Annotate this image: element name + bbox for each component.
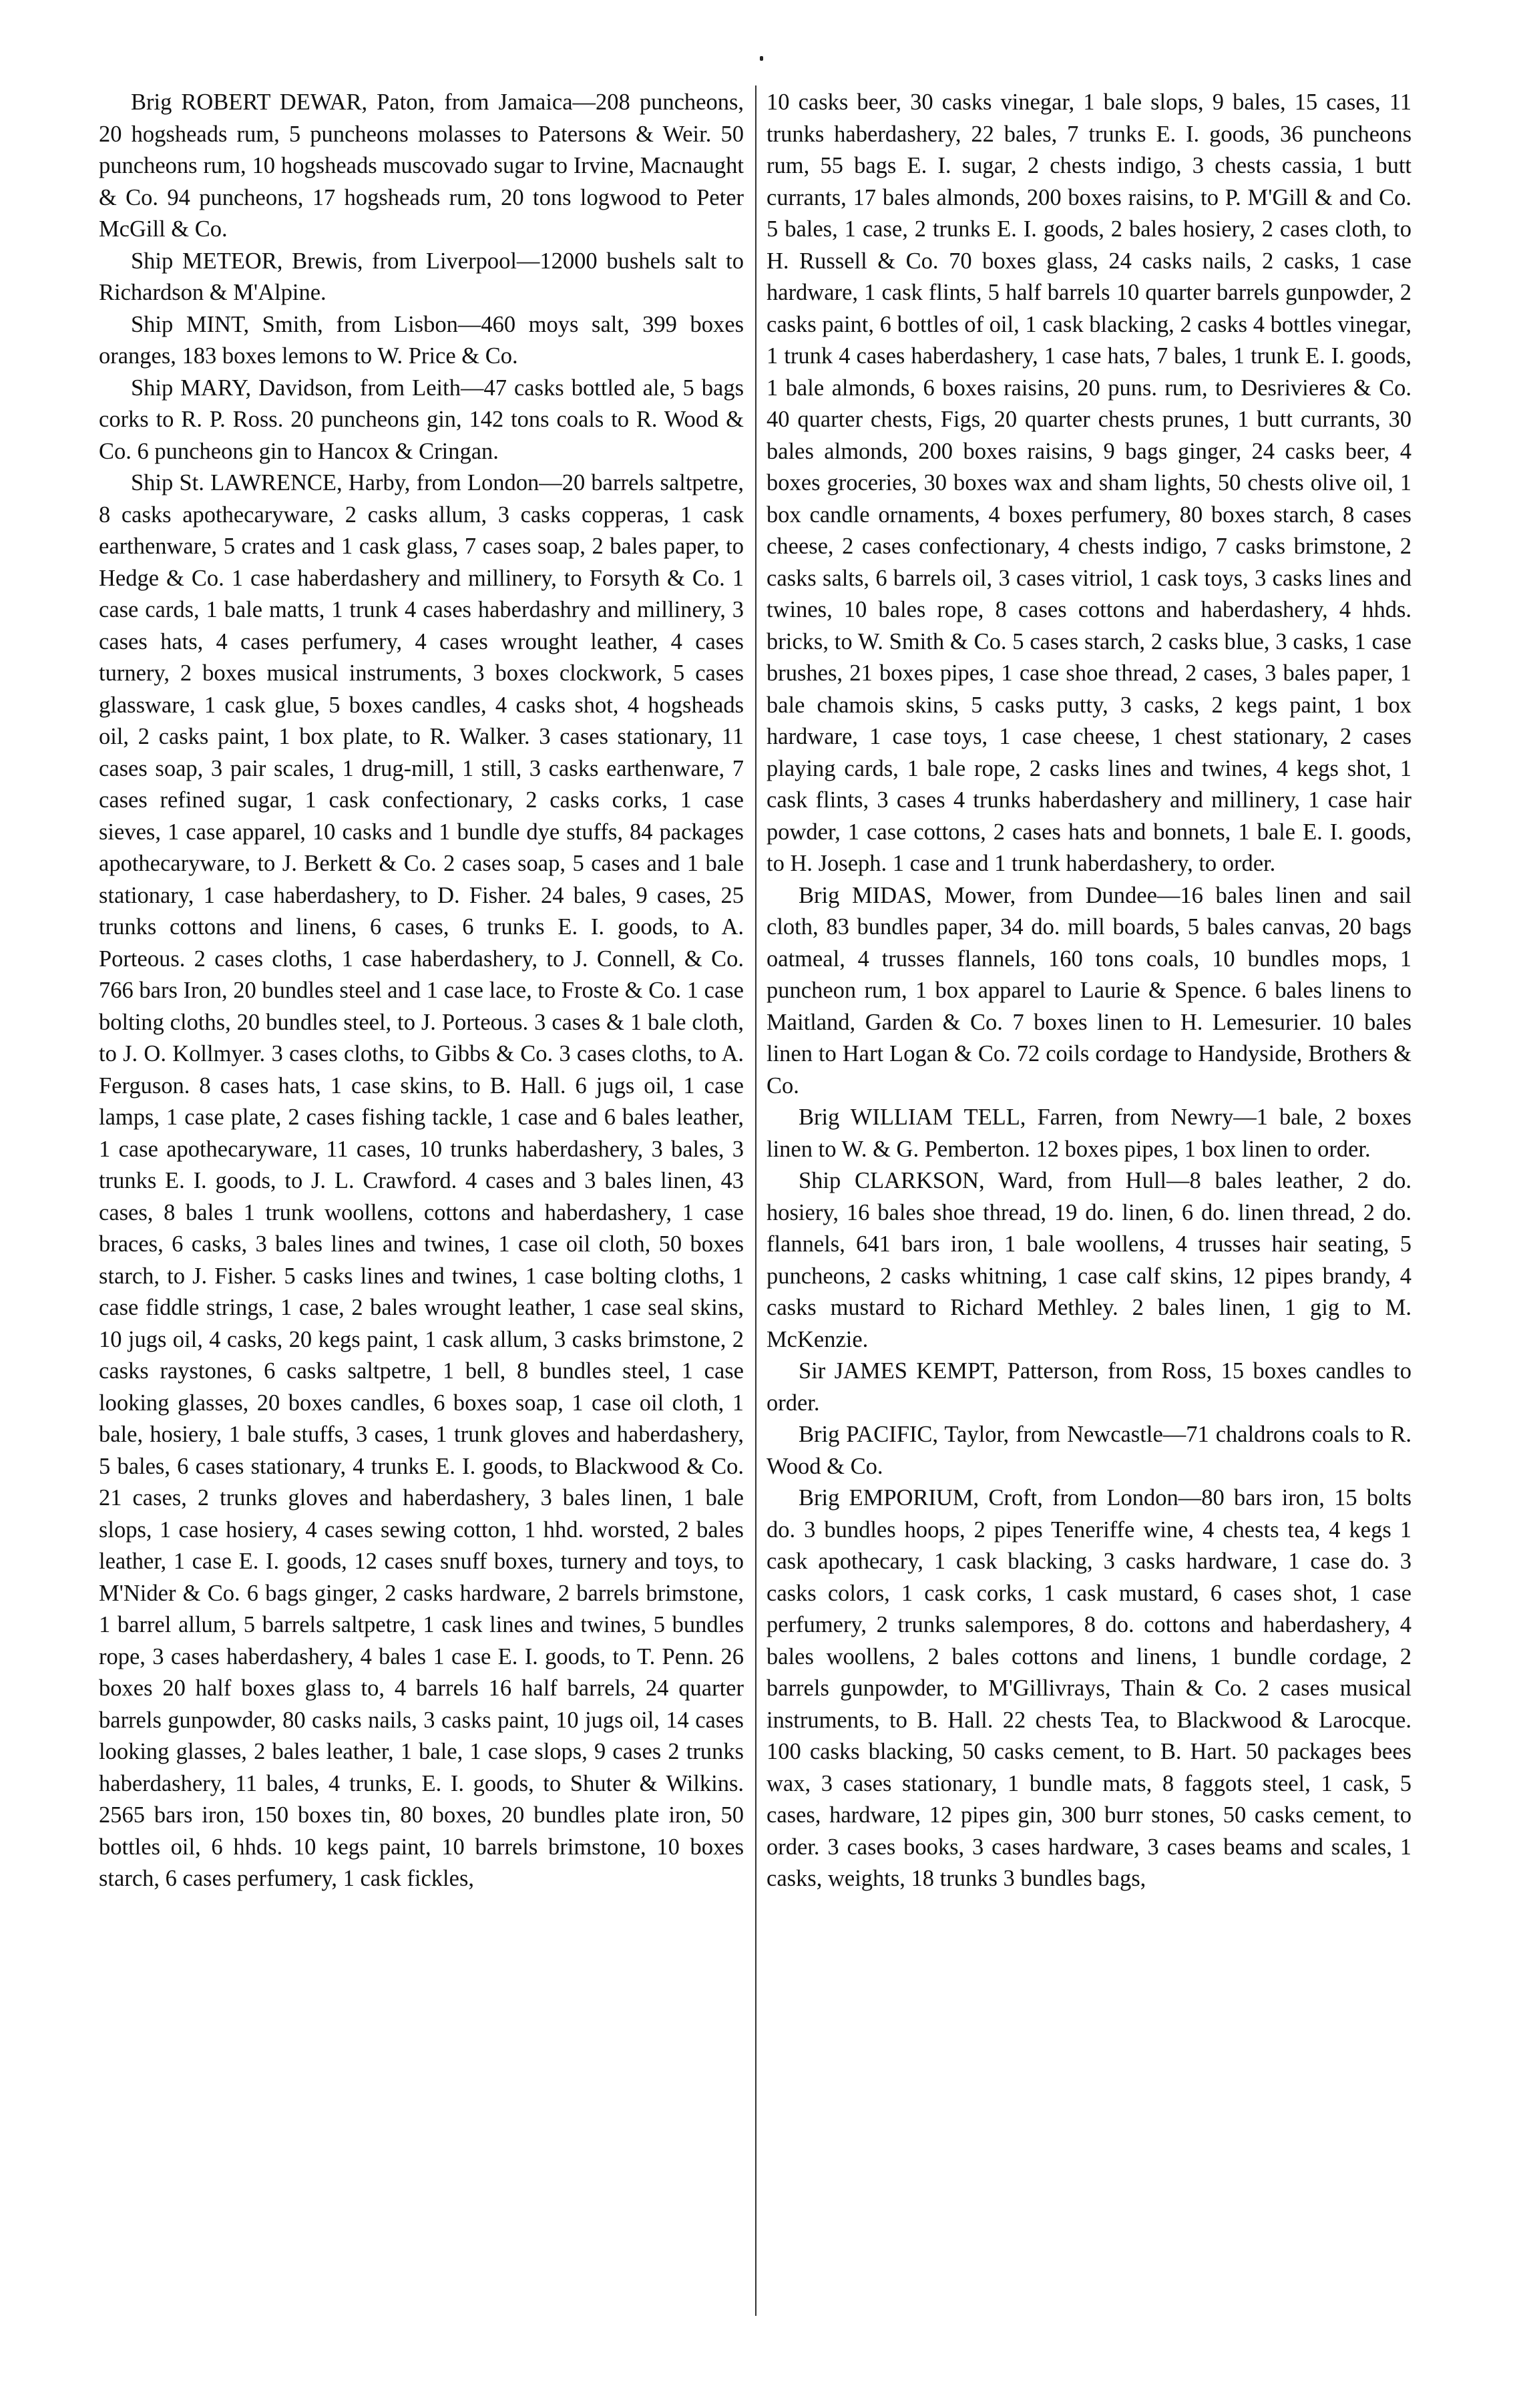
entry-robert-dewar: Brig ROBERT DEWAR, Paton, from Jamaica—208 puncheons, 20 hogsheads rum, 5 puncheons molasses to Patersons & Weir. 50 puncheons rum, 10 hogsheads muscovado sugar to Irvine, Macnaught & Co. 94 puncheons, 17 hogsheads rum, 20 tons logwood to Peter McGill & Co. xyxy=(99,89,744,242)
entry-pacific: Brig PACIFIC, Taylor, from Newcastle—71 chaldrons coals to R. Wood & Co. xyxy=(767,1422,1411,1479)
entry-st-lawrence-continued: 10 casks beer, 30 casks vinegar, 1 bale slops, 9 bales, 15 cases, 11 trunks haberdashery, 22 bales, 7 trunks E. I. goods, 36 puncheons rum, 55 bags E. I. sugar, 2 chests indigo, 3 chests cassia, 1 butt currants, 17 bales almonds, 200 boxes raisins, to P. M'Gill & and Co. 5 bales, 1 case, 2 trunks E. I. goods, 2 bales hosiery, 2 cases cloth, to H. Russell & Co. 70 boxes glass, 24 casks nails, 2 casks, 1 case hardware, 1 cask flints, 5 half barrels 10 quarter barrels gunpowder, 2 casks paint, 6 bottles of oil, 1 cask blacking, 2 casks 4 bottles vinegar, 1 trunk 4 cases haberdashery, 1 case hats, 7 bales, 1 trunk E. I. goods, 1 bale almonds, 6 boxes raisins, 20 puns. rum, to Desrivieres & Co. 40 quarter chests, Figs, 20 quarter chests prunes, 1 butt currants, 30 bales almonds, 200 boxes raisins, 9 bags ginger, 24 casks beer, 4 boxes groceries, 30 boxes wax and sham lights, 50 chests olive oil, 1 box candle ornaments, 4 boxes perfumery, 80 boxes starch, 8 cases cheese, 2 cases confectionary, 4 chests indigo, 7 casks brimstone, 2 casks salts, 6 barrels oil, 3 cases vitriol, 1 cask toys, 3 casks lines and twines, 10 bales rope, 8 cases cottons and haberdashery, 4 hhds. bricks, to W. Smith & Co. 5 cases starch, 2 casks blue, 3 casks, 1 case brushes, 21 boxes pipes, 1 case shoe thread, 2 cases, 3 bales paper, 1 bale chamois skins, 5 casks putty, 3 casks, 2 kegs paint, 1 box hardware, 1 case toys, 1 case cheese, 1 chest stationary, 2 cases playing cards, 1 bale rope, 2 casks lines and twines, 4 kegs shot, 1 cask flints, 3 cases 4 trunks haberdashery and millinery, 1 case hair powder, 1 case cottons, 2 cases hats and bonnets, 1 bale E. I. goods, to H. Joseph. 1 case and 1 trunk haberdashery, to order. xyxy=(767,89,1411,876)
entry-meteor: Ship METEOR, Brewis, from Liverpool—12000 bushels salt to Richardson & M'Alpine. xyxy=(99,248,744,305)
right-column xyxy=(767,87,1411,2371)
entry-mary: Ship MARY, Davidson, from Leith—47 casks bottled ale, 5 bags corks to R. P. Ross. 20 puncheons gin, 142 tons coals to R. Wood & Co. 6 puncheons gin to Hancox & Cringan. xyxy=(99,375,744,464)
entry-william-tell: Brig WILLIAM TELL, Farren, from Newry—1 bale, 2 boxes linen to W. & G. Pemberton. 12 boxes pipes, 1 box linen to order. xyxy=(767,1105,1411,1162)
entry-clarkson: Ship CLARKSON, Ward, from Hull—8 bales leather, 2 do. hosiery, 16 bales shoe thread, 19 do. linen, 6 do. linen thread, 2 do. flannels, 641 bars iron, 1 bale woollens, 4 trusses hair seating, 5 puncheons, 2 casks whitning, 1 case calf skins, 12 pipes brandy, 4 casks mustard to Richard Methley. 2 bales linen, 1 gig to M. McKenzie. xyxy=(767,1168,1411,1352)
entry-mint: Ship MINT, Smith, from Lisbon—460 moys salt, 399 boxes oranges, 183 boxes lemons to W. Price & Co. xyxy=(99,311,744,369)
column-divider xyxy=(755,85,756,2316)
page-mark xyxy=(760,56,763,61)
entry-emporium: Brig EMPORIUM, Croft, from London—80 bars iron, 15 bolts do. 3 bundles hoops, 2 pipes Teneriffe wine, 4 chests tea, 4 kegs 1 cask apothecary, 1 cask blacking, 3 casks hardware, 1 case do. 3 casks colors, 1 cask corks, 1 cask mustard, 6 cases shot, 1 case perfumery, 2 trunks salempores, 8 do. cottons and haberdashery, 4 bales woollens, 2 bales cottons and linens, 1 bundle cordage, 2 barrels gunpowder, to M'Gillivrays, Thain & Co. 2 cases musical instruments, to B. Hall. 22 chests Tea, to Blackwood & Larocque. 100 casks blacking, 50 casks cement, to B. Hart. 50 packages bees wax, 3 cases stationary, 1 bundle mats, 8 faggots steel, 1 cask, 5 cases, hardware, 12 pipes gin, 300 burr stones, 50 casks cement, to order. 3 cases books, 3 cases hardware, 3 cases beams and scales, 1 casks, weights, 18 trunks 3 bundles bags, xyxy=(767,1485,1411,1891)
entry-midas: Brig MIDAS, Mower, from Dundee—16 bales linen and sail cloth, 83 bundles paper, 34 do. mill boards, 5 bales canvas, 20 bags oatmeal, 4 trusses flannels, 160 tons coals, 10 bundles mops, 1 puncheon rum, 1 box apparel to Laurie & Spence. 6 bales linens to Maitland, Garden & Co. 7 boxes linen to H. Lemesurier. 10 bales linen to Hart Logan & Co. 72 coils cordage to Handyside, Brothers & Co. xyxy=(767,882,1411,1098)
entry-james-kempt: Sir JAMES KEMPT, Patterson, from Ross, 15 boxes candles to order. xyxy=(767,1358,1411,1416)
entry-st-lawrence: Ship St. LAWRENCE, Harby, from London—20 barrels saltpetre, 8 casks apothecaryware, 2 casks allum, 3 casks copperas, 1 cask earthenware, 5 crates and 1 cask glass, 7 cases soap, 2 bales paper, to Hedge & Co. 1 case haberdashery and millinery, to Forsyth & Co. 1 case cards, 1 bale matts, 1 trunk 4 cases haberdashry and millinery, 3 cases hats, 4 cases perfumery, 4 cases wrought leather, 4 cases turnery, 2 boxes musical instruments, 3 boxes clockwork, 5 cases glassware, 1 cask glue, 5 boxes candles, 4 casks shot, 4 hogsheads oil, 2 casks paint, 1 box plate, to R. Walker. 3 cases stationary, 11 cases soap, 3 pair scales, 1 drug-mill, 1 still, 3 casks earthenware, 7 cases refined sugar, 1 cask confectionary, 2 casks corks, 1 case sieves, 1 case apparel, 10 casks and 1 bundle dye stuffs, 84 packages apothecaryware, to J. Berkett & Co. 2 cases soap, 5 cases and 1 bale stationary, 1 case haberdashery, to D. Fisher. 24 bales, 9 cases, 25 trunks cottons and linens, 6 cases, 6 trunks E. I. goods, to A. Porteous. 2 cases cloths, 1 case haberdashery, to J. Connell, & Co. 766 bars Iron, 20 bundles steel and 1 case lace, to Froste & Co. 1 case bolting cloths, 20 bundles steel, to J. Porteous. 3 cases & 1 bale cloth, to J. O. Kollmyer. 3 cases cloths, to Gibbs & Co. 3 cases cloths, to A. Ferguson. 8 cases hats, 1 case skins, to B. Hall. 6 jugs oil, 1 case lamps, 1 case plate, 2 cases fishing tackle, 1 case and 6 bales leather, 1 case apothecaryware, 11 cases, 10 trunks haberdashery, 3 bales, 3 trunks E. I. goods, to J. L. Crawford. 4 cases and 3 bales linen, 43 cases, 8 bales 1 trunk woollens, cottons and haberdashery, 1 case braces, 6 casks, 3 bales lines and twines, 1 case oil cloth, 50 boxes starch, to J. Fisher. 5 casks lines and twines, 1 case bolting cloths, 1 case fiddle strings, 1 case, 2 bales wrought leather, 1 case seal skins, 10 jugs oil, 4 casks, 20 kegs paint, 1 cask allum, 3 casks brimstone, 2 casks raystones, 6 casks saltpetre, 1 bell, 8 bundles steel, 1 case looking glasses, 20 boxes candles, 6 boxes soap, 1 case oil cloth, 1 bale, hosiery, 1 bale stuffs, 3 cases, 1 trunk gloves and haberdashery, 5 bales, 6 cases stationary, 4 trunks E. I. goods, to Blackwood & Co. 21 cases, 2 trunks gloves and haberdashery, 3 bales linen, 1 bale slops, 1 case hosiery, 4 cases sewing cotton, 1 hhd. worsted, 2 bales leather, 1 case E. I. goods, 12 cases snuff boxes, turnery and toys, to M'Nider & Co. 6 bags ginger, 2 casks hardware, 2 barrels brimstone, 1 barrel allum, 5 barrels saltpetre, 1 cask lines and twines, 5 bundles rope, 3 cases haberdashery, 4 bales 1 case E. I. goods, to T. Penn. 26 boxes 20 half boxes glass to, 4 barrels 16 half barrels, 24 quarter barrels gunpowder, 80 casks nails, 3 casks paint, 10 jugs oil, 14 cases looking glasses, 2 bales leather, 1 bale, 1 case slops, 9 cases 2 trunks haberdashery, 11 bales, 4 trunks, E. I. goods, to Shuter & Wilkins. 2565 bars iron, 150 boxes tin, 80 boxes, 20 bundles plate iron, 50 bottles oil, 6 hhds. 10 kegs paint, 10 barrels brimstone, 10 boxes starch, 6 cases perfumery, 1 cask fickles, xyxy=(99,470,744,1891)
left-column xyxy=(99,87,744,2371)
